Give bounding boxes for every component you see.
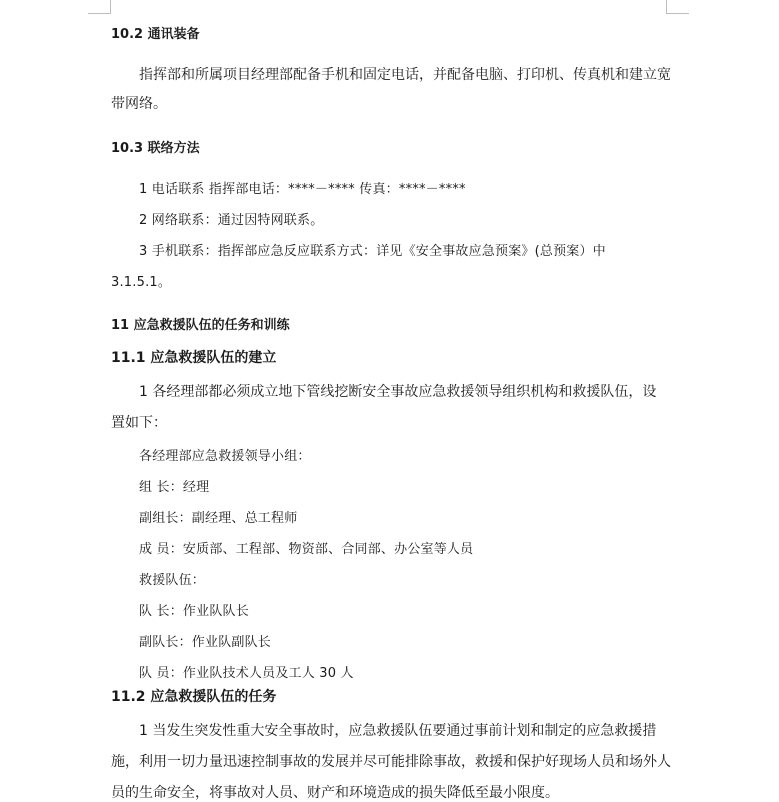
section-11-1-paragraph-line-2: 置如下： — [111, 415, 167, 431]
section-10-2-paragraph-line-2: 带网络。 — [111, 96, 167, 112]
section-11-2-paragraph-line-2: 施，利用一切力量迅速控制事故的发展并尽可能排除事故，救援和保护好现场人员和场外人 — [111, 754, 671, 770]
leadership-group-leader: 组 长：经理 — [139, 480, 210, 495]
contact-item-mobile-line-2: 3.1.5.1。 — [111, 275, 172, 290]
contact-item-network: 2 网络联系：通过因特网联系。 — [139, 213, 324, 228]
leadership-group-members: 成 员：安质部、工程部、物资部、合同部、办公室等人员 — [139, 542, 474, 557]
rescue-team-title: 救援队伍： — [139, 573, 206, 588]
section-11-2-paragraph-line-3: 员的生命安全，将事故对人员、财产和环境造成的损失降低至最小限度。 — [111, 785, 559, 801]
contact-item-phone: 1 电话联系 指挥部电话：****－**** 传真：****－**** — [139, 182, 466, 197]
section-11-1-heading: 11.1 应急救援队伍的建立 — [111, 350, 277, 366]
rescue-team-vice-captain: 副队长：作业队副队长 — [139, 635, 272, 650]
section-11-2-paragraph-line-1: 1 当发生突发性重大安全事故时，应急救援队伍要通过事前计划和制定的应急救援措 — [139, 723, 657, 739]
contact-item-mobile-line-1: 3 手机联系：指挥部应急反应联系方式：详见《安全事故应急预案》(总预案）中 — [139, 244, 606, 259]
section-10-2-heading: 10.2 通讯装备 — [111, 27, 200, 42]
leadership-group-deputy: 副组长：副经理、总工程师 — [139, 511, 298, 526]
section-10-2-paragraph-line-1: 指挥部和所属项目经理部配备手机和固定电话，并配备电脑、打印机、传真机和建立宽 — [139, 67, 671, 83]
section-10-3-heading: 10.3 联络方法 — [111, 141, 200, 156]
rescue-team-staff: 队 员：作业队技术人员及工人 30 人 — [139, 666, 354, 681]
section-11-2-heading: 11.2 应急救援队伍的任务 — [111, 689, 277, 705]
section-11-1-paragraph-line-1: 1 各经理部都必须成立地下管线挖断安全事故应急救援领导组织机构和救援队伍，设 — [139, 384, 657, 400]
leadership-group-title: 各经理部应急救援领导小组： — [139, 449, 311, 464]
rescue-team-captain: 队 长：作业队队长 — [139, 604, 249, 619]
page-corner-mark-right — [666, 0, 689, 14]
page-corner-mark-left — [88, 0, 111, 14]
section-11-heading: 11 应急救援队伍的任务和训练 — [111, 318, 290, 333]
